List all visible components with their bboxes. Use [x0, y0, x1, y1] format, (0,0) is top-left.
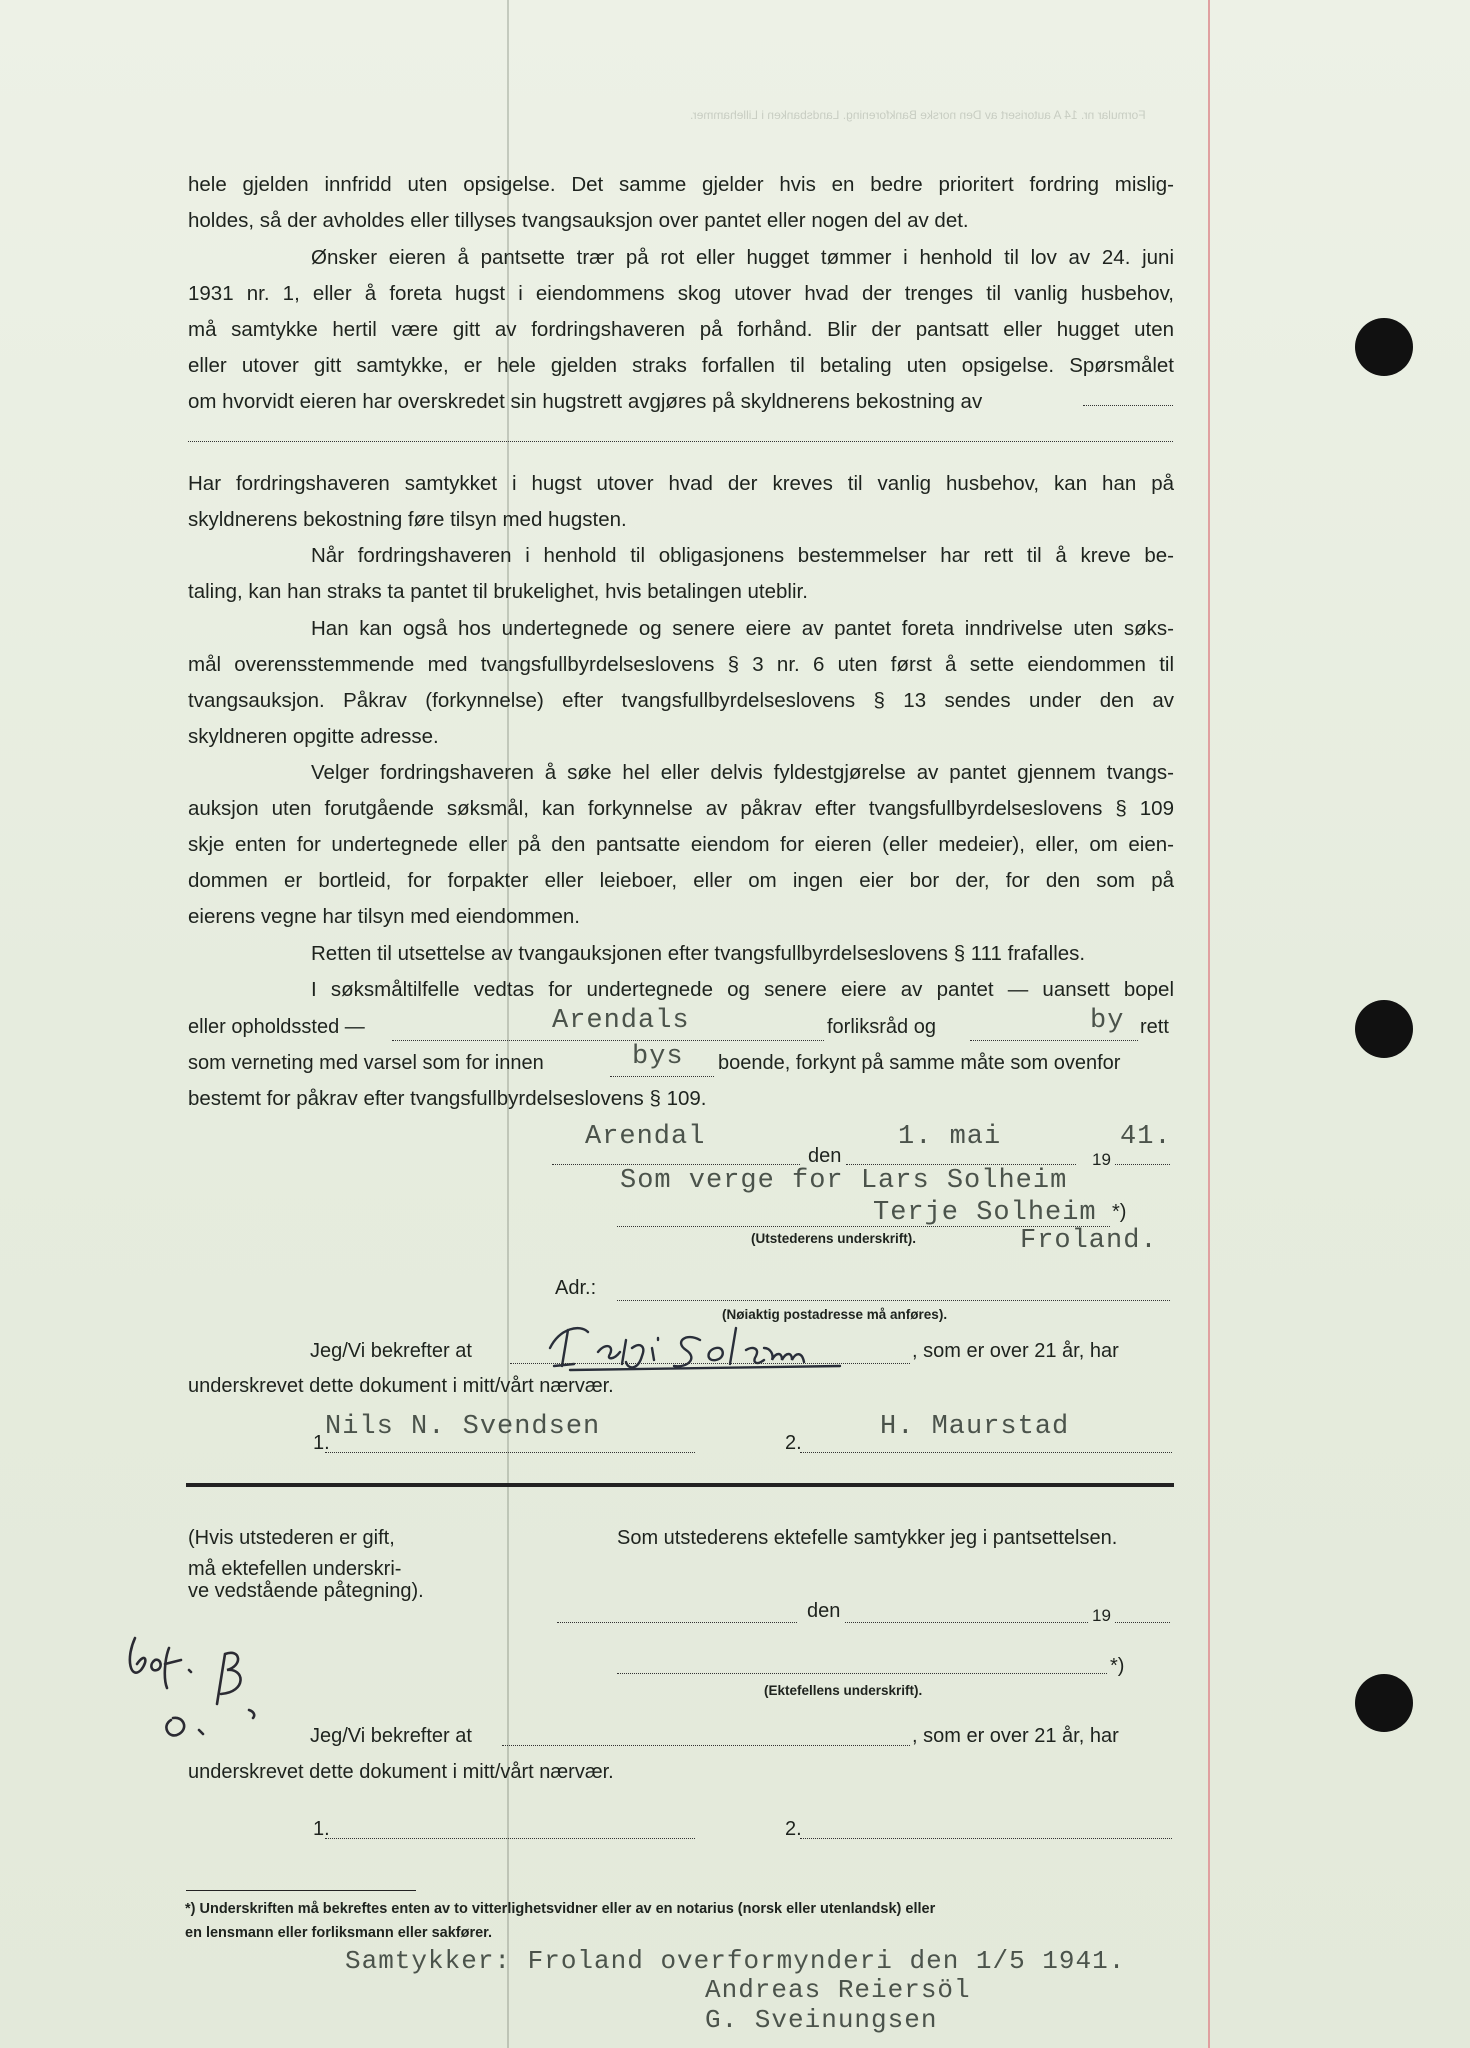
witness1-num-1: 1. [313, 1432, 330, 1454]
section-divider [186, 1483, 1174, 1487]
address-line [617, 1300, 1170, 1301]
witness1-suffix: , som er over 21 år, har [912, 1340, 1119, 1362]
witness2-suffix: , som er over 21 år, har [912, 1725, 1119, 1747]
paragraph-5: Han kan også hos undertegnede og senere eiere av pantet foreta inndrivelse uten søks- mål overensstemmende med tvangsfullbyrdelseslovens § 3 nr. 6 uten først å sette eiendommen til tvangsauksjon. Påkrav (forkynnelse) efter tvangsfullbyrdelseslovens § 13 sendes under den av skyldneren opgitte adresse. [188, 617, 1174, 748]
spouse-signature-line [617, 1673, 1107, 1674]
date-place-line [552, 1164, 800, 1165]
spouse-note-2: må ektefellen underskri- [188, 1558, 402, 1580]
issuer-label: (Utstederens underskrift). [751, 1231, 917, 1246]
witness1-line-2: underskrevet dette dokument i mitt/vårt nærvær. [188, 1375, 614, 1397]
verneting-bys: bys [632, 1042, 684, 1072]
witness1-signature-line [510, 1363, 910, 1364]
borrower-signature [540, 1318, 910, 1374]
witness1-line-1 [325, 1452, 695, 1453]
spouse-note-1: (Hvis utstederen er gift, [188, 1527, 395, 1549]
issuer-line-2: Terje Solheim [873, 1198, 1097, 1228]
paragraph-7: Retten til utsettelse av tvangauksjonen efter tvangsfullbyrdelseslovens § 111 frafalles. [311, 942, 1086, 965]
fill-line [1083, 405, 1173, 406]
footnote-rule [186, 1890, 416, 1891]
spouse-year-prefix: 19 [1092, 1606, 1111, 1625]
venue-forliksraad: forliksråd og [827, 1016, 936, 1038]
header-ghost-text: Formular nr. 14 A autorisert av Den norske Bankforening. Landsbanken i Lillehammer. [690, 108, 1146, 122]
venue-court-type: by [1090, 1006, 1125, 1036]
paragraph-8: I søksmåltilfelle vedtas for undertegnede og senere eiere av pantet — uansett bopel [311, 978, 1174, 1001]
date-place: Arendal [585, 1122, 706, 1152]
fill-line [188, 441, 1173, 442]
date-den-label: den [808, 1145, 842, 1167]
witness2-line-1 [325, 1838, 695, 1839]
margin-annotation [125, 1630, 275, 1770]
paragraph-3: Har fordringshaveren samtykket i hugst utover hvad der kreves til vanlig husbehov, kan han på skyldnerens bekostning føre tilsyn med hugsten. [188, 472, 1174, 531]
spouse-date-line [845, 1622, 1088, 1623]
spouse-year-line [1115, 1622, 1170, 1623]
spouse-label: (Ektefellens underskrift). [764, 1683, 923, 1698]
issuer-line-1: Som verge for Lars Solheim [620, 1166, 1068, 1196]
witness1-name-2: H. Maurstad [880, 1412, 1070, 1442]
date-day-month: 1. mai [898, 1122, 1002, 1152]
consent-stamp-line-1: Samtykker: Froland overformynderi den 1/5 1941. [345, 1946, 1126, 1976]
address-label: Adr.: [555, 1277, 597, 1299]
address-hint: (Nøiaktig postadresse må anføres). [722, 1307, 948, 1322]
verneting-prefix: som verneting med varsel som for innen [188, 1052, 544, 1074]
footnote: *) Underskriften må bekreftes enten av to vitterlighetsvidner eller av en notarius (norsk eller utenlandsk) eller en lensmann eller forliksmann eller sakfører. [185, 1901, 936, 1941]
paragraph-2: Ønsker eieren å pantsette trær på rot eller hugget tømmer i henhold til lov av 24. juni 1931 nr. 1, eller å foreta hugst i eiendommens skog utover hvad der trenges til vanlig husbehov, må samtykke hertil være gitt av fordringshaveren på forhånd. Blir der pantsatt eller hugget uten eller utover gitt samtykke, er hele gjelden straks forfallen til betaling uten opsigelse. Spørsmålet om hvorvidt eieren har overskredet sin hugstrett avgjøres på skyldnerens bekostning av [188, 246, 1174, 413]
date-year-line [1115, 1164, 1170, 1165]
date-day-line [846, 1164, 1076, 1165]
venue-city: Arendals [552, 1006, 690, 1036]
spouse-note-3: ve vedstående påtegning). [188, 1580, 424, 1602]
paragraph-6: Velger fordringshaveren å søke hel eller delvis fyldestgjørelse av pantet gjennem tvangs- auksjon uten forutgående søksmål, kan forkynnelse av påkrav efter tvangsfullbyrdelseslovens § 109 skje enten for undertegnede eller på den pantsatte eiendom for eieren (eller medeier), eller, om eien- dommen er bortleid, for forpakter eller leieboer, eller om ingen eier bor der, for den som på eierens vegne har tilsyn med eiendommen. [188, 761, 1174, 928]
witness2-signature-line [502, 1745, 910, 1746]
date-year-prefix: 19 [1092, 1150, 1111, 1169]
witness2-prefix: Jeg/Vi bekrefter at [310, 1725, 472, 1747]
spouse-date-place-line [557, 1622, 797, 1623]
verneting-suffix: boende, forkynt på samme måte som ovenfor [718, 1052, 1121, 1074]
witness2-line-2-rule [800, 1838, 1172, 1839]
punch-hole-icon [1355, 1674, 1413, 1732]
spouse-den: den [807, 1600, 841, 1622]
punch-hole-icon [1355, 318, 1413, 376]
consent-stamp-line-2: Andreas Reiersöl [705, 1975, 971, 2005]
paragraph-1: hele gjelden innfridd uten opsigelse. Det samme gjelder hvis en bedre prioritert fordring mislig- holdes, så der avholdes eller tillyses tvangsauksjon over pantet eller nogen del av det. [188, 173, 1174, 232]
spouse-asterisk: *) [1110, 1655, 1125, 1677]
issuer-place: Froland. [1020, 1226, 1158, 1256]
witness2-line-2: underskrevet dette dokument i mitt/vårt nærvær. [188, 1761, 614, 1783]
witness2-num-2: 2. [785, 1818, 802, 1840]
venue-prefix: eller opholdssted — [188, 1016, 365, 1038]
witness2-num-1: 1. [313, 1818, 330, 1840]
venue-city-line [392, 1040, 824, 1041]
witness1-name-1: Nils N. Svendsen [325, 1412, 601, 1442]
venue-rett: rett [1140, 1016, 1169, 1038]
spouse-consent: Som utstederens ektefelle samtykker jeg i pantsettelsen. [617, 1527, 1118, 1549]
date-year: 41. [1120, 1122, 1172, 1152]
court-type-line [970, 1040, 1138, 1041]
margin-line [1208, 0, 1210, 2048]
paragraph-4: Når fordringshaveren i henhold til obligasjonens bestemmelser har rett til å kreve be- taling, kan han straks ta pantet til brukelighet, hvis betalingen uteblir. [188, 544, 1174, 603]
paragraph-8-end: bestemt for påkrav efter tvangsfullbyrdelseslovens § 109. [188, 1087, 707, 1110]
bys-line [610, 1076, 714, 1077]
issuer-asterisk: *) [1112, 1201, 1127, 1223]
punch-hole-icon [1355, 1000, 1413, 1058]
witness1-line-2-rule [800, 1452, 1172, 1453]
consent-stamp-line-3: G. Sveinungsen [705, 2005, 938, 2035]
witness1-prefix: Jeg/Vi bekrefter at [310, 1340, 472, 1362]
witness1-num-2: 2. [785, 1432, 802, 1454]
